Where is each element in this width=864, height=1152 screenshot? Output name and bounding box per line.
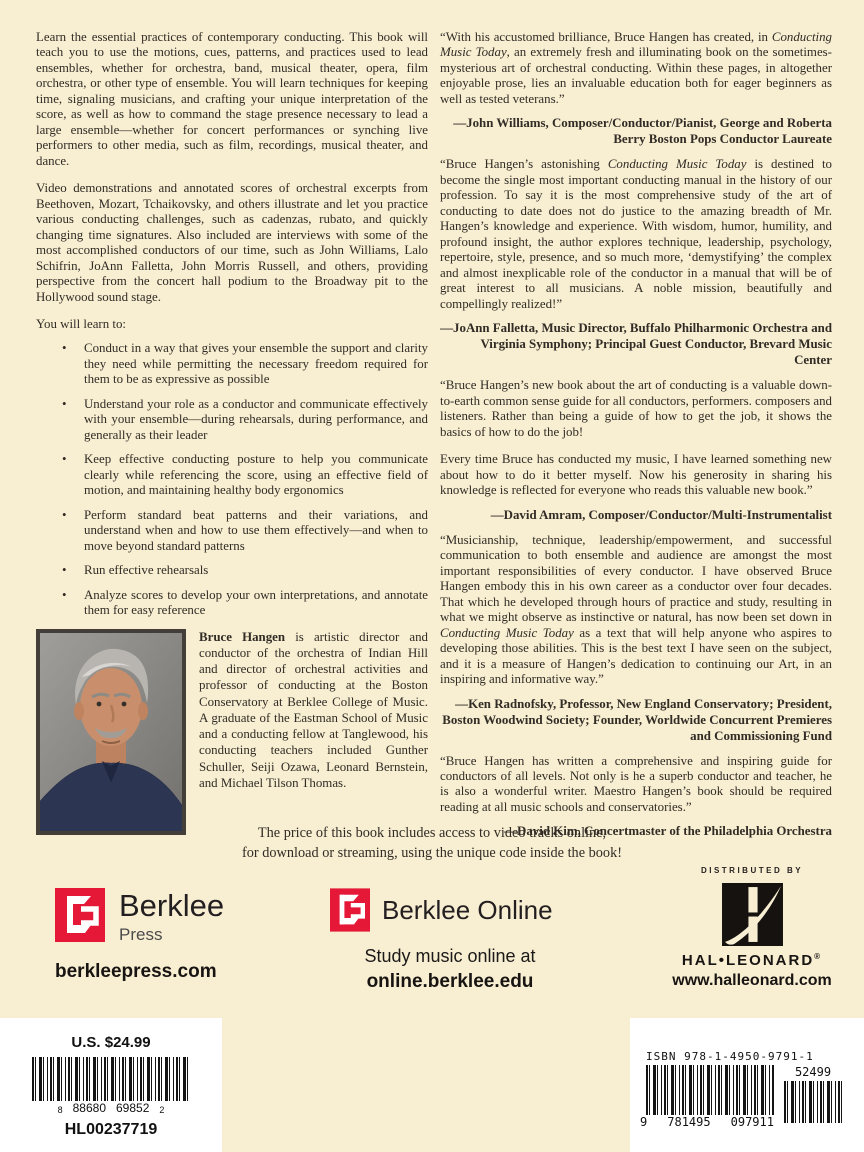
learn-item <box>36 563 428 578</box>
quote-text: “Bruce Hangen has written a comprehensive and inspiring guide for conductors of all levels. Not only is he a superb conductor and teacher, he is also a wonderful writer. Maestro Hangen’s book should be required reading at all music schools and conservatories.” <box>440 753 832 814</box>
berklee-online-logo-block <box>330 888 570 993</box>
notice-line-1: The price of this book includes access to video tracks online, <box>257 825 607 841</box>
quote-attribution: —David Amram, Composer/Conductor/Multi-Instrumentalist <box>490 507 832 522</box>
berklee-online-tagline: Study music online at <box>364 946 536 966</box>
berklee-online-logo <box>330 888 570 932</box>
quote-segment: “Musicianship, technique, leadership/empowerment, and successful communication to both ensemble and audience are amongst the most important responsibilities of every conductor. I have observed Bruce Hangen embody this in his own career as a conductor over four decades. That which he developed through hours of practice and study, resulting in what we might observe as instinctive or natural, has now been set down in <box>440 532 832 625</box>
ean-group-1: 781495 <box>667 1115 711 1129</box>
quote-attribution: —JoAnn Falletta, Music Director, Buffalo Philharmonic Orchestra and Virginia Symphony; Principal Guest Conductor, Brevard Music Center <box>440 321 832 368</box>
berkleepress-url: berkleepress.com <box>55 961 217 982</box>
bullet-icon: • <box>62 507 67 522</box>
price-supplement-barcode <box>782 1065 844 1123</box>
video-access-notice <box>0 823 864 864</box>
endorsement-john-williams <box>440 30 832 147</box>
learn-intro: You will learn to: <box>36 317 127 332</box>
ean-lead-digit: 9 <box>640 1115 648 1129</box>
hal-leonard-logo-icon <box>722 883 783 946</box>
learn-list <box>36 341 428 618</box>
berklee-online-url: online.berklee.edu <box>366 971 534 992</box>
upc-digits <box>11 1101 211 1115</box>
author-bio-section <box>36 629 428 835</box>
learn-item-text: Run effective rehearsals <box>84 563 209 578</box>
author-photo <box>36 629 186 835</box>
left-column <box>36 30 428 835</box>
quote-segment: as a text that will help anyone who aspires to developing those abilities. This is the best text I have seen on the subject, and it is a measure of Hangen’s dedication to continuing our Art, in an inspiring and informative way.” <box>440 625 832 687</box>
author-bio-rest: is artistic director and conductor of the orchestra of Indian Hill and director of orchestral activities and professor of conducting at the Boston Conservatory at Berklee College of Music. A graduate of the Eastman School of Music and a conducting fellow at Tanglewood, his conducting teachers included Gunther Schuller, Seiji Ozawa, Leonard Bernstein, and Michael Tilson Thomas. <box>199 629 428 790</box>
quote-text: Every time Bruce has conducted my music, I have learned something new about how to do it better myself. Now his generosity in sharing his knowledge is reflected for everyone who reads this valuable new book.” <box>440 452 832 498</box>
bullet-icon: • <box>62 452 67 467</box>
learn-item <box>36 397 428 443</box>
learn-item-text: Analyze scores to develop your own interpretations, and annotate them for easy reference <box>84 587 428 618</box>
learn-item <box>36 452 428 498</box>
berklee-online-wordmark: Berklee Online <box>382 894 553 925</box>
right-column <box>440 30 832 849</box>
book-title-italic: Conducting Music Today <box>440 30 832 60</box>
author-portrait-image <box>40 633 182 831</box>
ean-barcode <box>646 1065 774 1115</box>
quote-attribution: —David Kim, Concertmaster of the Philadelphia Orchestra <box>504 824 832 839</box>
quote-segment: “Bruce Hangen’s astonishing <box>440 157 608 172</box>
bullet-icon: • <box>62 396 67 411</box>
quote-attribution: —John Williams, Composer/Conductor/Pianist, George and Roberta Berry Boston Pops Conductor Laureate <box>453 116 832 147</box>
upc-group-2: 69852 <box>116 1101 150 1115</box>
learn-item-text: Conduct in a way that gives your ensemble the support and clarity they need while permitting the necessary freedom required for them to be as expressive as possible <box>84 341 428 387</box>
distributed-by-label: DISTRIBUTED BY <box>700 866 804 875</box>
quote-text <box>440 157 832 312</box>
learn-item-text: Understand your role as a conductor and communicate effectively with your ensemble—during rehearsals, during performance, and generally as their leader <box>84 396 428 442</box>
learn-item-text: Perform standard beat patterns and their variations, and understand when and how to use them effectively—and when to move beyond standard patterns <box>84 507 428 553</box>
upc-end-digit: 2 <box>159 1105 165 1115</box>
book-title-italic: Conducting Music Today <box>440 625 574 640</box>
upc-group-1: 88680 <box>72 1101 106 1115</box>
berklee-b-icon <box>55 888 105 942</box>
supplement-digits: 52499 <box>794 1065 832 1079</box>
isbn-label: ISBN 978-1-4950-9791-1 <box>646 1050 814 1063</box>
press-wordmark: Press <box>119 925 163 944</box>
learn-item <box>36 588 428 619</box>
berklee-press-logo-block <box>55 888 224 983</box>
ean-digits <box>640 1115 774 1129</box>
intro-paragraph-2: Video demonstrations and annotated scores of orchestral excerpts from Beethoven, Mozart, Tchaikovsky, and others illustrate and let you practice various conducting challenges, such as cadenzas, rubato, and quickly changing time signatures. Also included are interviews with some of the most accomplished conductors of our time, such as John Williams, Lalo Schifrin, JoAnn Falletta, John Morris Russell, and others, providing perspective from the concert hall podium to the Broadway pit to the Hollywood sound stage. <box>36 181 428 304</box>
halleonard-url: www.halleonard.com <box>672 972 832 989</box>
quote-attribution: —Ken Radnofsky, Professor, New England Conservatory; President, Boston Woodwind Society; Founder, Worldwide Concurrent Premieres and Commissioning Fund <box>442 696 832 743</box>
upc-barcode <box>32 1057 190 1101</box>
upc-lead-digit: 8 <box>57 1105 63 1115</box>
bullet-icon: • <box>62 341 67 356</box>
endorsement-david-amram <box>440 378 832 522</box>
quote-text: “Bruce Hangen’s new book about the art of conducting is a valuable down-to-earth common sense guide for all conductors, performers. composers and listeners. Rather than being a guide of how to get the job, it shows the basics of how to do the job! <box>440 378 832 439</box>
hl-product-number: HL00237719 <box>64 1121 158 1138</box>
upc-barcode-panel <box>0 1018 222 1152</box>
registered-mark: ® <box>814 952 823 961</box>
berklee-wordmark: Berklee <box>119 888 225 923</box>
bullet-icon: • <box>62 563 67 578</box>
hal-leonard-logo-block <box>653 866 851 990</box>
endorsement-joann-falletta <box>440 157 832 368</box>
quote-text <box>440 533 832 688</box>
learn-item-text: Keep effective conducting posture to help you communicate clearly while referencing the score, using an effective field of motion, and maintaining healthy body ergonomics <box>84 452 428 498</box>
hal-leonard-text: HAL•LEONARD <box>681 952 815 969</box>
berklee-press-logo <box>55 888 224 945</box>
bullet-icon: • <box>62 587 67 602</box>
book-title-italic: Conducting Music Today <box>607 157 747 172</box>
berklee-b-icon <box>330 888 370 932</box>
quote-segment: “With his accustomed brilliance, Bruce Hangen has created, in <box>440 30 772 44</box>
learn-item <box>36 341 428 387</box>
quote-segment: is destined to become the single most important conducting manual in the history of our profession. To say it is the most comprehensive study of the art of conducting to date does not do justice to the amazing breadth of Mr. Hangen’s knowledge and experience. With wisdom, humor, humility, and profound insight, the author explores technique, leadership, psychology, repertoire, style, presence, and so much more, ‘demystifying’ the complex and almost inexplicable role of the conductor in a manual that will be of great interest to all musicians. A noble mission, beautifully and compellingly realized!” <box>440 157 832 311</box>
ean-group-2: 097911 <box>730 1115 774 1129</box>
author-name: Bruce Hangen <box>199 629 286 644</box>
intro-paragraph-1: Learn the essential practices of contemporary conducting. This book will teach you to use the motions, cues, patterns, and practices used to lead ensembles, whether for orchestra, band, musical theater, opera, film orchestra, or other type of ensemble. You will learn techniques for keeping time, signaling musicians, and crafting your unique interpretation of the score, as well as how to command the stage presence necessary to lead a large ensemble—whether for concert performances or synching live performers to other media, such as film, recordings, musical theater, and dance. <box>36 30 428 168</box>
price-label: U.S. $24.99 <box>71 1034 151 1051</box>
hal-leonard-wordmark <box>653 952 851 969</box>
berklee-press-wordmark <box>119 888 224 945</box>
ean-barcode-group <box>640 1065 864 1129</box>
ean-barcode-main <box>640 1065 774 1129</box>
learn-item <box>36 508 428 554</box>
quote-text <box>440 30 832 107</box>
isbn-barcode-panel <box>630 1018 864 1152</box>
endorsement-ken-radnofsky <box>440 533 832 744</box>
author-bio-text <box>199 629 428 835</box>
quote-segment: , an extremely fresh and illuminating book on the sometimes-mysterious art of orchestral conducting. Within these pages, in altogether enjoyable prose, lies an invaluable education both for eager beginners as well as tested veterans.” <box>440 45 832 106</box>
hal-leonard-monogram-icon <box>722 883 783 946</box>
supplement-barcode <box>784 1081 842 1123</box>
notice-line-2: for download or streaming, using the unique code inside the book! <box>242 845 622 862</box>
